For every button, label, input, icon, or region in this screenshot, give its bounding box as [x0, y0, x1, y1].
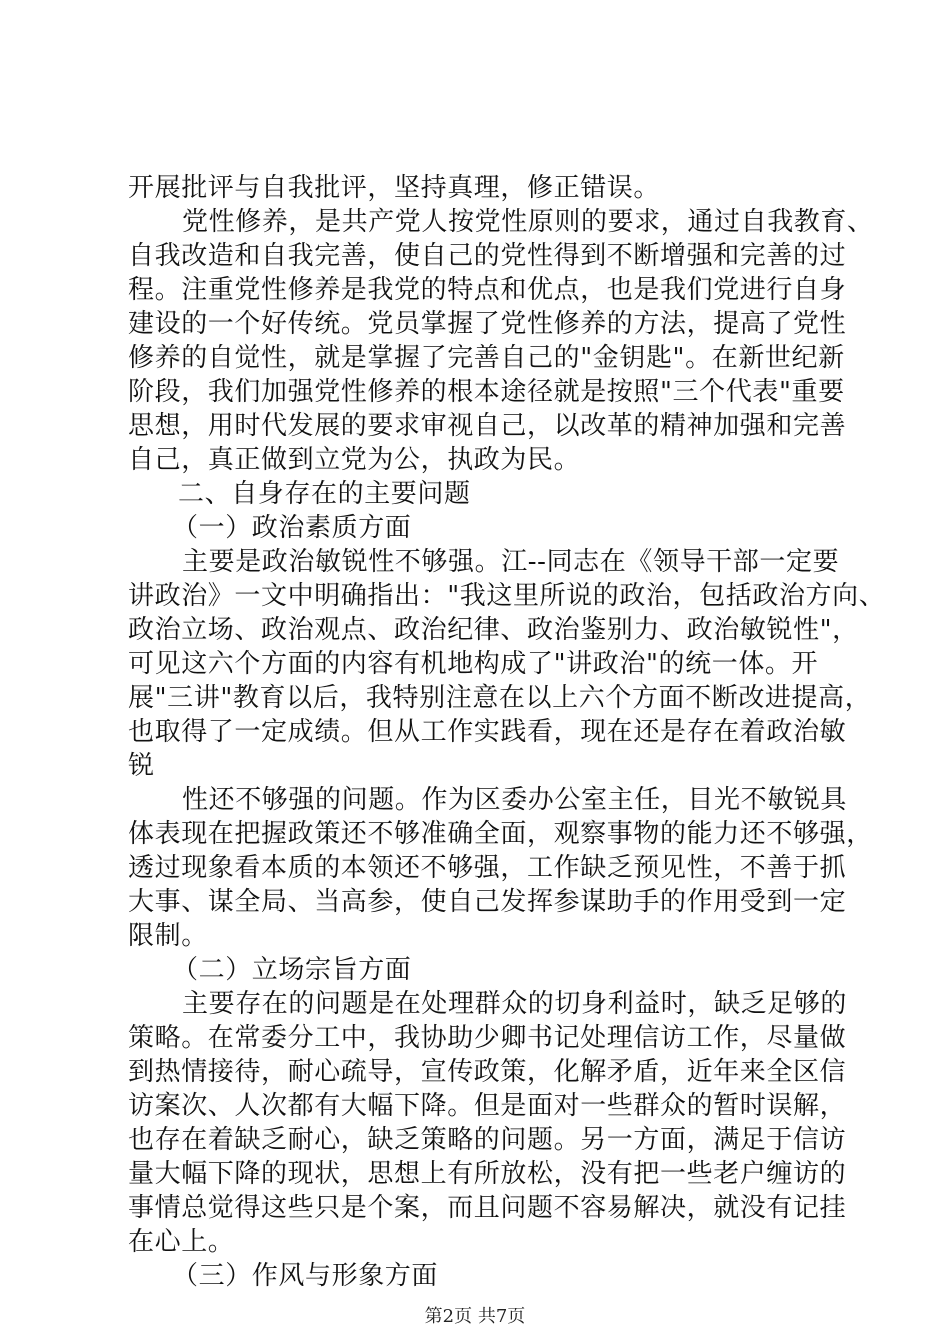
subsection-heading: （二）立场宗旨方面 — [172, 955, 412, 985]
text-line: 阶段，我们加强党性修养的根本途径就是按照"三个代表"重要 — [128, 377, 845, 407]
text-line: 自己，真正做到立党为公，执政为民。 — [128, 445, 581, 475]
text-line: 展"三讲"教育以后，我特别注意在以上六个方面不断改进提高， — [128, 683, 872, 713]
text-line: 限制。 — [128, 921, 208, 951]
subsection-heading: （三）作风与形象方面 — [172, 1261, 439, 1291]
text-line: 锐 — [128, 751, 155, 781]
text-line: 透过现象看本质的本领还不够强，工作缺乏预见性，不善于抓 — [128, 853, 847, 883]
text-line: 到热情接待，耐心疏导，宣传政策，化解矛盾，近年来全区信 — [128, 1057, 847, 1087]
text-line: 修养的自觉性，就是掌握了完善自己的"金钥匙"。在新世纪新 — [128, 343, 845, 373]
text-line: 程。注重党性修养是我党的特点和优点，也是我们党进行自身 — [128, 275, 847, 305]
text-line: 策略。在常委分工中，我协助少卿书记处理信访工作，尽量做 — [128, 1023, 847, 1053]
text-line: 体表现在把握政策还不够准确全面，观察事物的能力还不够强， — [128, 819, 873, 849]
text-line: 访案次、人次都有大幅下降。但是面对一些群众的暂时误解， — [128, 1091, 847, 1121]
text-line: 量大幅下降的现状，思想上有所放松，没有把一些老户缠访的 — [128, 1159, 847, 1189]
text-line: 自我改造和自我完善，使自己的党性得到不断增强和完善的过 — [128, 241, 847, 271]
text-line: 建设的一个好传统。党员掌握了党性修养的方法，提高了党性 — [128, 309, 847, 339]
paragraph-start: 性还不够强的问题。作为区委办公室主任，目光不敏锐具 — [182, 785, 848, 815]
text-line: 大事、谋全局、当高参，使自己发挥参谋助手的作用受到一定 — [128, 887, 847, 917]
text-line: 政治立场、政治观点、政治纪律、政治鉴别力、政治敏锐性"， — [128, 615, 859, 645]
text-line: 可见这六个方面的内容有机地构成了"讲政治"的统一体。开 — [128, 649, 819, 679]
section-heading: 二、自身存在的主要问题 — [178, 479, 471, 509]
text-line: 也存在着缺乏耐心，缺乏策略的问题。另一方面，满足于信访 — [128, 1125, 847, 1155]
paragraph-start: 主要是政治敏锐性不够强。江--同志在《领导干部一定要 — [182, 547, 840, 577]
text-line: 在心上。 — [128, 1227, 235, 1257]
text-line: 事情总觉得这些只是个案，而且问题不容易解决，就没有记挂 — [128, 1193, 847, 1223]
subsection-heading: （一）政治素质方面 — [172, 513, 412, 543]
text-line: 开展批评与自我批评，坚持真理，修正错误。 — [128, 173, 661, 203]
text-line: 讲政治》一文中明确指出："我这里所说的政治，包括政治方向、 — [128, 581, 886, 611]
paragraph-start: 党性修养，是共产党人按党性原则的要求，通过自我教育、 — [182, 207, 874, 237]
text-line: 也取得了一定成绩。但从工作实践看，现在还是存在着政治敏 — [128, 717, 847, 747]
paragraph-start: 主要存在的问题是在处理群众的切身利益时，缺乏足够的 — [182, 989, 848, 1019]
page-number: 第2页 共7页 — [424, 1306, 526, 1327]
text-line: 思想，用时代发展的要求审视自己，以改革的精神加强和完善 — [128, 411, 847, 441]
